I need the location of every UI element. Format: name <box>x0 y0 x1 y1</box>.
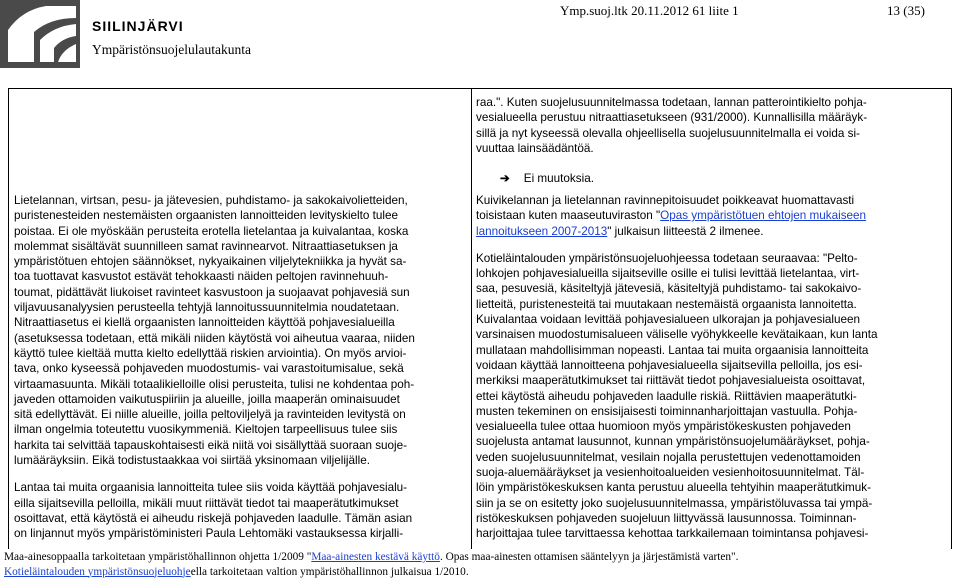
text-line <box>476 224 954 239</box>
page-number: 13 (35) <box>887 3 925 18</box>
guide-link[interactable]: Opas ympäristötuen ehtojen mukaiseen <box>660 209 867 223</box>
text-line: Kotieläintalouden ympäristönsuojeluohjeessa todetaan seuraavaa: "Pelto- <box>476 251 858 265</box>
text-line: viljavuusanalyysien perusteella tehtyjä lannoitussuunnitelmia noudatetaan. <box>14 301 400 315</box>
org-committee: Ympäristönsuojelulautakunta <box>92 42 251 57</box>
text-line: on linjannut myös ympäristöministeri Paula Lehtomäki vastauksessa kirjalli- <box>14 527 404 541</box>
response-paragraph <box>476 95 954 156</box>
right-paragraph-1 <box>476 193 954 239</box>
text-line: suojelusta antamat lausunnot, kunnan ympäristönsuojelumääräykset, pohja- <box>476 435 870 449</box>
text-line: saa, pesuvesiä, käsiteltyjä jätevesiä, käsiteltyjä puhdistamo- tai sakokaivo- <box>476 282 862 296</box>
text-fragment: toisistaan kuten maaseutuviraston " <box>476 209 661 223</box>
result-text: Ei muutoksia. <box>523 172 594 185</box>
footnote-1 <box>4 550 960 565</box>
text-line: ristökeskuksen pohjaveden suojeluun liittyvässä lausunnossa. Toiminnan- <box>476 511 857 525</box>
text-line: harjoittajaa tulee tarvittaessa kehottaa tarkkailemaan toimintansa pohjavesi- <box>476 527 869 541</box>
org-name: SIILINJÄRVI <box>92 18 184 34</box>
text-line: tava, onko kyseessä pohjaveden muodostumis- vai varastoitumisalue, sekä <box>14 362 404 376</box>
footnote-2 <box>4 565 960 580</box>
footnotes <box>4 550 960 579</box>
text-line: virtaamasuunta. Mikäli totaalikielloille olisi perusteita, tulisi ne kohdentaa poh- <box>14 377 415 391</box>
text-line: ympäristötuen ehtojen säännökset, nykyaikainen viljelytekniikka ja hyvät sa- <box>14 255 407 269</box>
footnote-text: ella tarkoitetaan valtion ympäristöhallinnon julkaisua 1/2010. <box>190 565 469 578</box>
text-line: eilla sijaitsevilla pelloilla, mikäli muut riittävät tiedot tai maaperätutkimukset <box>14 496 399 510</box>
column-divider <box>471 88 472 549</box>
arrow-right-icon: ➔ <box>500 172 510 185</box>
text-line: lumääräyksiin. Eikä todistustaakkaa voi siirtää yksinomaan viljelijälle. <box>14 454 370 468</box>
text-line: molemmat sisältävät suunnilleen samat ravinnearvot. Nitraattiasetuksen ja <box>14 239 398 253</box>
footnote-link-kotielain[interactable]: Kotieläintalouden ympäristönsuojeluohje <box>4 565 191 578</box>
text-line: Kuivikelannan ja lietelannan ravinnepitoisuudet poikkeavat huomattavasti <box>476 194 855 207</box>
municipality-logo <box>0 0 80 68</box>
text-line: voidaan käyttää lannoitteena pohjavesialueella sijaitsevilla pelloilla, jos esi- <box>476 358 863 372</box>
text-line: lietteitä, puristenesteitä tai muutakaan nestemäistä orgaanista lannoitetta. <box>476 297 857 311</box>
footnote-text: Maa-ainesoppaalla tarkoitetaan ympäristöhallinnon ohjetta 1/2009 " <box>4 551 312 563</box>
text-line: ilman ongelmia toteutettu vuosikymmeniä. Kieltojen tarpeellisuus tulee siis <box>14 423 398 437</box>
left-column <box>14 193 469 542</box>
text-line: toa tuottavat kasvustot estävät tehokkaasti näiden peltojen ravinnehuuh- <box>14 270 389 284</box>
text-line: sillä ja nyt kyseessä olevalla ohjeellisella suojelusuunnitelmalla ei voida si- <box>476 126 860 140</box>
footnote-text: . Opas maa-ainesten ottamisen sääntelyyn ja järjestämistä varten". <box>439 551 739 563</box>
text-line: osoittavat, että käytöstä ei aiheudu riskejä pohjaveden laadulle. Tämän asian <box>14 511 413 525</box>
text-line: Lietelannan, virtsan, pesu- ja jätevesien, puhdistamo- ja sakokaivolietteiden, <box>14 194 408 207</box>
text-line: merkiksi maaperätutkimukset tai riittävät tiedot pohjavesialueista osoittavat, <box>476 374 866 388</box>
right-column <box>476 193 954 542</box>
text-line: harkita tai selvittää tapauskohtaisesti eikä niitä voi sisällyttää suoraan suoje- <box>14 438 408 452</box>
logo-emblem-icon <box>0 0 80 68</box>
text-line: vuuttaa lainsäädäntöä. <box>476 141 594 155</box>
text-line: poistaa. Ei ole myöskään perusteita erotella lietelantaa ja kuivalantaa, koska <box>14 224 409 238</box>
text-line: mullataan mahdollisimman nopeasti. Lantaa tai muita orgaanisia lannoitteita <box>476 343 869 357</box>
text-line: raa.". Kuten suojelusuunnitelmassa todetaan, lannan patterointikielto pohja- <box>476 96 867 109</box>
text-line: sitä edellyttävät. Ei niille alueille, joilla peltoviljelyä ja ravinteiden levitystä on <box>14 408 406 422</box>
text-line: Nitraattiasetus ei kiellä orgaanisten lannoitteiden käyttöä pohjavesialueilla <box>14 316 395 330</box>
text-line: toumat, pidättävät liukoiset ravinteet kasvustoon ja suojaavat pohjavesiä sun <box>14 285 410 299</box>
right-paragraph-2 <box>476 251 954 542</box>
text-line: Kuivalantaa voidaan levittää pohjavesialueen ulkorajan ja pohjavesialueen <box>476 313 861 327</box>
text-line <box>476 208 954 223</box>
text-line: ettei käytöstä aiheudu pohjaveden laadulle riskiä. Riittävien maaperätutki- <box>476 389 857 403</box>
text-line: siin ja se on esitetty joko suojelusuunnitelmassa, ympäristöluvassa tai ympä- <box>476 496 873 510</box>
text-line: vesialueella tulee ottaa huomioon myös ympäristökeskusten pohjaveden <box>476 420 851 434</box>
text-line: javeden ottamoiden vaikutuspiiriin ja alueille, joilla maaperän ominaisuudet <box>14 392 400 406</box>
text-line: löin ympäristökeskuksen kanta perustuu alueella tehtyihin maaperätutkimuk- <box>476 481 871 495</box>
text-line: (asetuksessa todetaan, että mikäli niiden käytöstä voi aiheutua vaaraa, niiden <box>14 331 415 345</box>
text-line: lohkojen pohjavesialueilla sijaitseville osille ei tulisi levittää lietelantaa, virt- <box>476 267 860 281</box>
result-line <box>500 171 594 186</box>
text-fragment: " julkaisun liitteestä 2 ilmenee. <box>607 224 764 238</box>
document-meta: Ymp.suoj.ltk 20.11.2012 61 liite 1 <box>560 3 739 18</box>
text-line: suoja-aluemääräykset ja vesienhoitoalueiden vesienhoitosuunnitelmat. Täl- <box>476 466 865 480</box>
text-line: varsinaisen muodostumisalueen väliselle vyöhykkeelle kevätaikaan, kun lanta <box>476 328 878 342</box>
footnote-link-maa-ainesten[interactable]: Maa-ainesten kestävä käyttö <box>311 551 440 563</box>
text-line: vesialueella perustuu nitraattiasetukseen (931/2000). Kunnallisilla määräyk- <box>476 111 868 125</box>
text-line: Lantaa tai muita orgaanisia lannoitteita tulee siis voida käyttää pohjavesialu- <box>14 481 408 495</box>
text-line: käyttö tulee kieltää mutta kielto edellyttää riskien arviointia). On myös arvioi- <box>14 346 407 360</box>
guide-link-continued[interactable]: lannoitukseen 2007-2013 <box>476 224 608 238</box>
left-paragraph-1 <box>14 193 469 468</box>
text-line: musten tekeminen on ensisijaisesti toiminnanharjoittajan vastuulla. Pohja- <box>476 404 858 418</box>
text-line: veden suojelusuunnitelmat, vesilain nojalla perustettujen vedenottamoiden <box>476 450 861 464</box>
text-line: puristenesteiden nestemäisten orgaanisten lannoitteiden levityskielto tulee <box>14 209 398 223</box>
left-paragraph-2 <box>14 480 469 541</box>
